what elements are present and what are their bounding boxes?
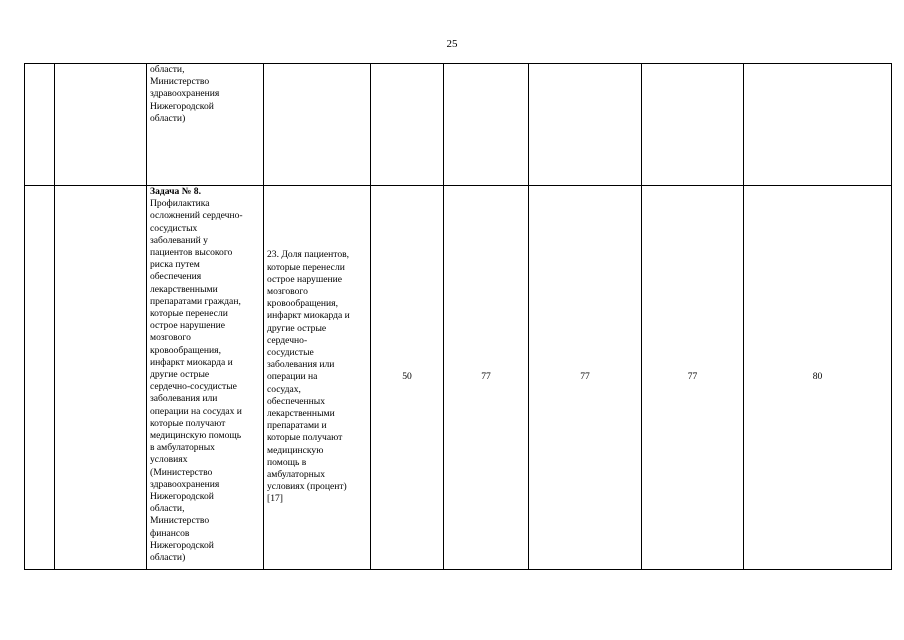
table-row (25, 186, 892, 570)
task-cell (147, 64, 264, 186)
indicator-text: 23. Доля пациентов, которые перенесли острое нарушение мозгового кровообращения, инфаркт миокарда и другие острые сердечно- сосудистые заболевания или операции на сосудах, обеспеченных лекарственными препаратами и которые получают медицинскую помощь в амбулаторных условиях (процент) [17] (267, 249, 350, 505)
task-text: области, Министерство здравоохранения Нижегородской области) (150, 64, 220, 124)
value-cell: 80 (744, 186, 892, 570)
value-cell (529, 64, 642, 186)
value-cell (371, 64, 444, 186)
indicator-cell (264, 186, 371, 570)
value-cell: 50 (371, 186, 444, 570)
value-cell (642, 64, 744, 186)
value-cell: 77 (642, 186, 744, 570)
program-cell (55, 186, 147, 570)
value-cell (744, 64, 892, 186)
table-row (25, 64, 892, 186)
task-cell (147, 186, 264, 570)
task-title: Задача № 8. (150, 186, 201, 197)
indicator-cell (264, 64, 371, 186)
task-text: Профилактика осложнений сердечно- сосудистых заболеваний у пациентов высокого риска путем обеспечения лекарственными препаратами граждан, которые перенесли острое нарушение мозгового кровообращения, инфаркт миокарда и другие острые сердечно-сосудистые заболевания или операции на сосудах и которые получают медицинскую помощь в амбулаторных условиях (Министерство здравоохранения Нижегородской области, Министерство финансов Нижегородской области) (150, 198, 243, 564)
value-cell: 77 (444, 186, 529, 570)
program-cell (55, 64, 147, 186)
value-cell (444, 64, 529, 186)
value-cell: 77 (529, 186, 642, 570)
row-number-cell (25, 64, 55, 186)
data-table (24, 63, 892, 570)
row-number-cell (25, 186, 55, 570)
page-number: 25 (446, 38, 458, 50)
